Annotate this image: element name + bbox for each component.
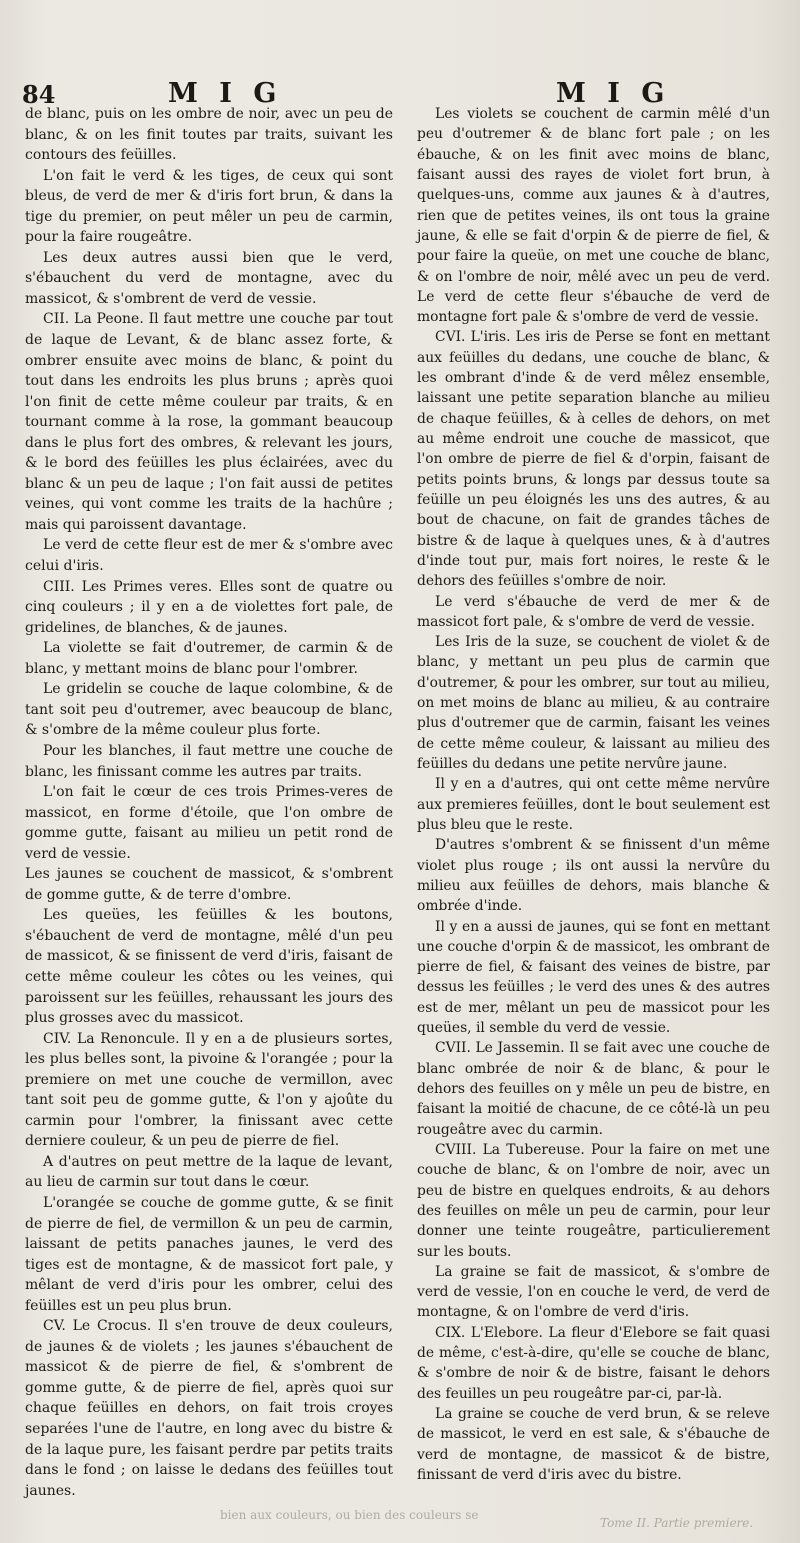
paragraph: L'orangée se couche de gomme gutte, & se finit de pierre de fiel, de vermillon & un peu de carmin, laissant de petits panaches jaunes, le verd des tiges est de montagne, & de massicot fort pale, y mêlant de verd d'iris pour les ombrer, celui des feüilles est un peu plus brun. xyxy=(25,1194,393,1314)
paragraph: CIV. La Renoncule. Il y en a de plusieurs sortes, les plus belles sont, la pivoine & l'orangée ; pour la premiere on met une couche de vermillon, avec tant soit peu de gomme gutte, & l'on y ajoûte du carmin pour l'ombrer, la finissant avec cette derniere couleur, & un peu de pierre de fiel. xyxy=(25,1030,393,1150)
paragraph: CVII. Le Jassemin. Il se fait avec une couche de blanc ombrée de noir & de blanc, & pour le dehors des feuilles on y mêle un peu de bistre, en faisant la moitié de chacune, de ce côté-là un peu rougeâtre avec du carmin. xyxy=(417,1040,770,1138)
paragraph: Le verd s'ébauche de verd de mer & de massicot fort pale, & s'ombre de verd de vessie. xyxy=(417,593,770,630)
paragraph: Pour les blanches, il faut mettre une couche de blanc, les finissant comme les autres par traits. xyxy=(25,742,393,780)
paragraph: La graine se fait de massicot, & s'ombre de verd de vessie, l'on en couche le verd, de verd de montagne, & on l'ombre de verd d'iris. xyxy=(417,1263,770,1321)
right-column xyxy=(417,104,770,1485)
bleed-through-text: bien aux couleurs, ou bien des couleurs se xyxy=(220,1508,479,1522)
paragraph: de blanc, puis on les ombre de noir, avec un peu de blanc, & on les finit toutes par traits, suivant les contours des feüilles. xyxy=(25,106,393,164)
paragraph: Le gridelin se couche de laque colombine, & de tant soit peu d'outremer, avec beaucoup de blanc, & s'ombre de la même couleur plus forte. xyxy=(25,681,393,739)
paragraph: L'on fait le verd & les tiges, de ceux qui sont bleus, de verd de mer & d'iris fort brun, & dans la tige du premier, on peut mêler un peu de carmin, pour la faire rougeâtre. xyxy=(25,167,393,246)
running-head-right: M I G xyxy=(556,78,671,109)
paragraph: CV. Le Crocus. Il s'en trouve de deux couleurs, de jaunes & de violets ; les jaunes s'ébauchent de massicot & de pierre de fiel, & s'ombrent de gomme gutte, & de pierre de fiel, après quoi sur chaque feüilles en dehors, on fait trois croyes separées l'une de l'autre, en long avec du bistre & de la laque pure, les faisant perdre par petits traits dans le fond ; on laisse le dedans des feüilles tout jaunes. xyxy=(25,1318,393,1499)
paragraph: Il y en a d'autres, qui ont cette même nervûre aux premieres feüilles, dont le bout seulement est plus bleu que le reste. xyxy=(417,776,770,833)
paragraph: Les deux autres aussi bien que le verd, s'ébauchent du verd de montagne, avec du massicot, & s'ombrent de verd de vessie. xyxy=(25,249,393,307)
paragraph: CII. La Peone. Il faut mettre une couche par tout de laque de Levant, & de blanc assez forte, & ombrer ensuite avec moins de blanc, & point du tout dans les endroits les plus bruns ; après quoi l'on finit de cette même couleur par traits, & en tournant comme à la rose, la gommant beaucoup dans le plus fort des ombres, & relevant les jours, & le bord des feüilles les plus éclairées, avec du blanc & un peu de laque ; l'on fait aussi de petites veines, qui vont comme les traits de la hachûre ; mais qui paroissent davantage. xyxy=(25,311,393,533)
paragraph: CIII. Les Primes veres. Elles sont de quatre ou cinq couleurs ; il y en a de violettes fort pale, de gridelines, de blanches, & de jaunes. xyxy=(25,578,393,636)
paragraph: Les Iris de la suze, se couchent de violet & de blanc, y mettant un peu plus de carmin que d'outremer, & pour les ombrer, sur tout au milieu, on met moins de blanc au milieu, & au contraire plus d'outremer que de carmin, faisant les veines de cette même couleur, & laissant au milieu des feüilles du dedans une petite nervûre jaune. xyxy=(417,634,770,772)
paragraph: La graine se couche de verd brun, & se releve de massicot, le verd en est sale, & s'ébauche de verd de montagne, de massicot & de bistre, finissant de verd d'iris avec du bistre. xyxy=(417,1406,770,1483)
paragraph: CIX. L'Elebore. La fleur d'Elebore se fait quasi de même, c'est-à-dire, qu'elle se couche de blanc, & s'ombre de noir & de bistre, faisant le dehors des feuilles un peu rougeâtre par-ci, par-là. xyxy=(417,1324,770,1402)
paragraph: Les jaunes se couchent de massicot, & s'ombrent de gomme gutte, & de terre d'ombre. xyxy=(25,866,393,903)
paragraph: Les queües, les feüilles & les boutons, s'ébauchent de verd de montagne, mêlé d'un peu de massicot, & se finissent de verd d'iris, faisant de cette même couleur les côtes ou les veines, qui paroissent sur les feüilles, rehaussant les jours des plus grosses avec du massicot. xyxy=(25,907,393,1027)
paragraph: CVIII. La Tubereuse. Pour la faire on met une couche de blanc, & on l'ombre de noir, avec un peu de bistre en quelques endroits, & au dehors des feuilles on mêle un peu de carmin, pour leur donner une teinte rougeâtre, particulierement sur les bouts. xyxy=(417,1141,770,1260)
paragraph: D'autres s'ombrent & se finissent d'un même violet plus rouge ; ils ont aussi la nervûre du milieu aux feüilles de dehors, mais blanche & ombrée d'inde. xyxy=(417,837,770,915)
paragraph: Le verd de cette fleur est de mer & s'ombre avec celui d'iris. xyxy=(25,537,393,575)
paragraph: A d'autres on peut mettre de la laque de levant, au lieu de carmin sur tout dans le cœur. xyxy=(25,1153,393,1191)
bleed-through-signature: Tome II. Partie premiere. xyxy=(600,1516,754,1530)
running-head-left: M I G xyxy=(168,78,283,109)
paragraph: CVI. L'iris. Les iris de Perse se font en mettant aux feüilles du dedans, une couche de blanc, & les ombrant d'inde & de verd mêlez ensemble, laissant une petite separation blanche au milieu de chaque feüilles, & à celles de dehors, on met au même endroit une couche de massicot, que l'on ombre de pierre de fiel & d'orpin, faisant de petits points bruns, & longs par dessus toute sa feüille un peu éloignés les uns des autres, & au bout de chacune, on fait de grandes tâches de bistre & de laque à quelques unes, & à d'autres d'inde tout pur, mais fort noires, le reste & le dehors des feüilles s'ombre de noir. xyxy=(417,329,770,590)
page-footer xyxy=(0,1508,800,1538)
paragraph: Les violets se couchent de carmin mêlé d'un peu d'outremer & de blanc fort pale ; on les ébauche, & on les finit avec moins de blanc, faisant aussi des rayes de violet fort brun, à quelques-uns, comme aux jaunes & à d'autres, rien que de petites veines, ils ont tous la graine jaune, & elle se fait d'orpin & de pierre de fiel, & pour faire la queüe, on met une couche de blanc, & on l'ombre de noir, mêlé avec un peu de verd. Le verd de cette fleur s'ébauche de verd de montagne fort pale & s'ombre de verd de vessie. xyxy=(417,106,770,326)
paragraph: L'on fait le cœur de ces trois Primes-veres de massicot, en forme d'étoile, que l'on ombre de gomme gutte, faisant au milieu un petit rond de verd de vessie. xyxy=(25,784,393,862)
paragraph: La violette se fait d'outremer, de carmin & de blanc, y mettant moins de blanc pour l'ombrer. xyxy=(25,640,393,677)
left-column xyxy=(25,104,393,1501)
paragraph: Il y en a aussi de jaunes, qui se font en mettant une couche d'orpin & de massicot, les ombrant de pierre de fiel, & faisant des veines de bistre, par dessus les feüilles ; le verd des unes & des autres est de mer, mêlant un peu de massicot pour les queües, il semble du verd de vessie. xyxy=(417,918,770,1037)
page-number: 84 xyxy=(22,80,56,109)
